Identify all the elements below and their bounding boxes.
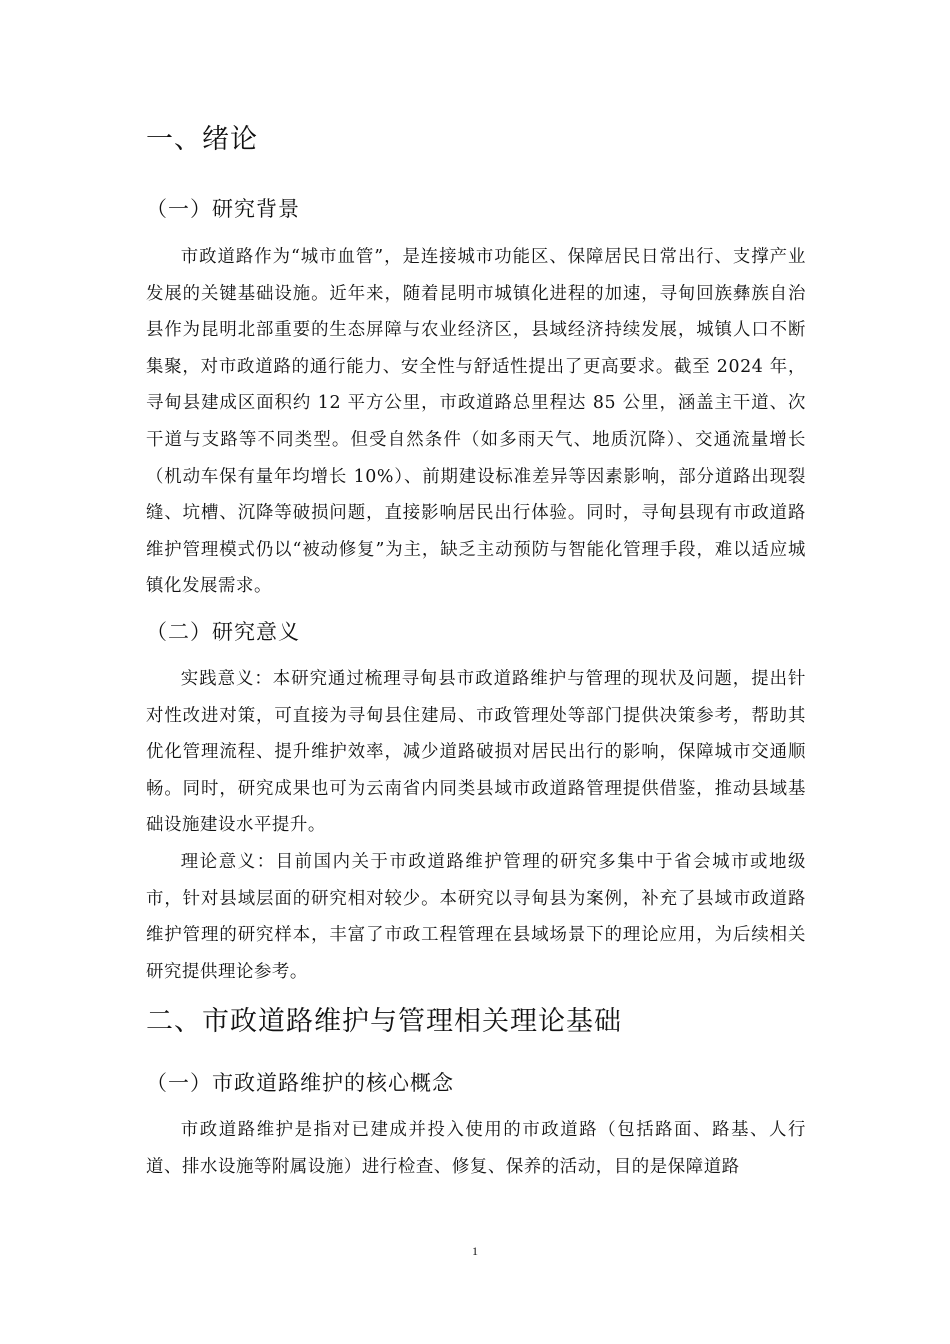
- section-heading-theoretical-basis: 二、市政道路维护与管理相关理论基础: [146, 1006, 622, 1038]
- subsection-heading-research-significance: （二）研究意义: [146, 619, 300, 644]
- subsection-heading-research-background: （一）研究背景: [146, 197, 300, 221]
- section-heading-introduction: 一、绪论: [146, 124, 258, 155]
- paragraph-research-background: 市政道路作为“城市血管”，是连接城市功能区、保障居民日常出行、支撑产业发展的关键基础设施。近年来，随着昆明市城镇化进程的加速，寻甸回族彝族自治县作为昆明北部重要的生态屏障与农业经济区，县域经济持续发展，城镇人口不断集聚，对市政道路的通行能力、安全性与舒适性提出了更高要求。截至 2024 年，寻甸县建成区面积约 12 平方公里，市政道路总里程达 85 公里，涵盖主干道、次干道与支路等不同类型。但受自然条件（如多雨天气、地质沉降）、交通流量增长（机动车保有量年均增长 10%）、前期建设标准差异等因素影响，部分道路出现裂缝、坑槽、沉降等破损问题，直接影响居民出行体验。同时，寻甸县现有市政道路维护管理模式仍以“被动修复”为主，缺乏主动预防与智能化管理手段，难以适应城镇化发展需求。: [146, 247, 806, 597]
- subsection-heading-core-concepts: （一）市政道路维护的核心概念: [146, 1071, 454, 1096]
- paragraph-practical-significance: 实践意义：本研究通过梳理寻甸县市政道路维护与管理的现状及问题，提出针对性改进对策，可直接为寻甸县住建局、市政管理处等部门提供决策参考，帮助其优化管理流程、提升维护效率，减少道路破损对居民出行的影响，保障城市交通顺畅。同时，研究成果也可为云南省内同类县域市政道路管理提供借鉴，推动县域基础设施建设水平提升。: [146, 668, 806, 836]
- page-number: 1: [472, 1244, 478, 1258]
- paragraph-core-concepts: 市政道路维护是指对已建成并投入使用的市政道路（包括路面、路基、人行道、排水设施等附属设施）进行检查、修复、保养的活动，目的是保障道路: [146, 1120, 806, 1177]
- paragraph-theoretical-significance: 理论意义：目前国内关于市政道路维护管理的研究多集中于省会城市或地级市，针对县域层面的研究相对较少。本研究以寻甸县为案例，补充了县域市政道路维护管理的研究样本，丰富了市政工程管理在县域场景下的理论应用，为后续相关研究提供理论参考。: [146, 851, 806, 982]
- document-body: [146, 120, 806, 1185]
